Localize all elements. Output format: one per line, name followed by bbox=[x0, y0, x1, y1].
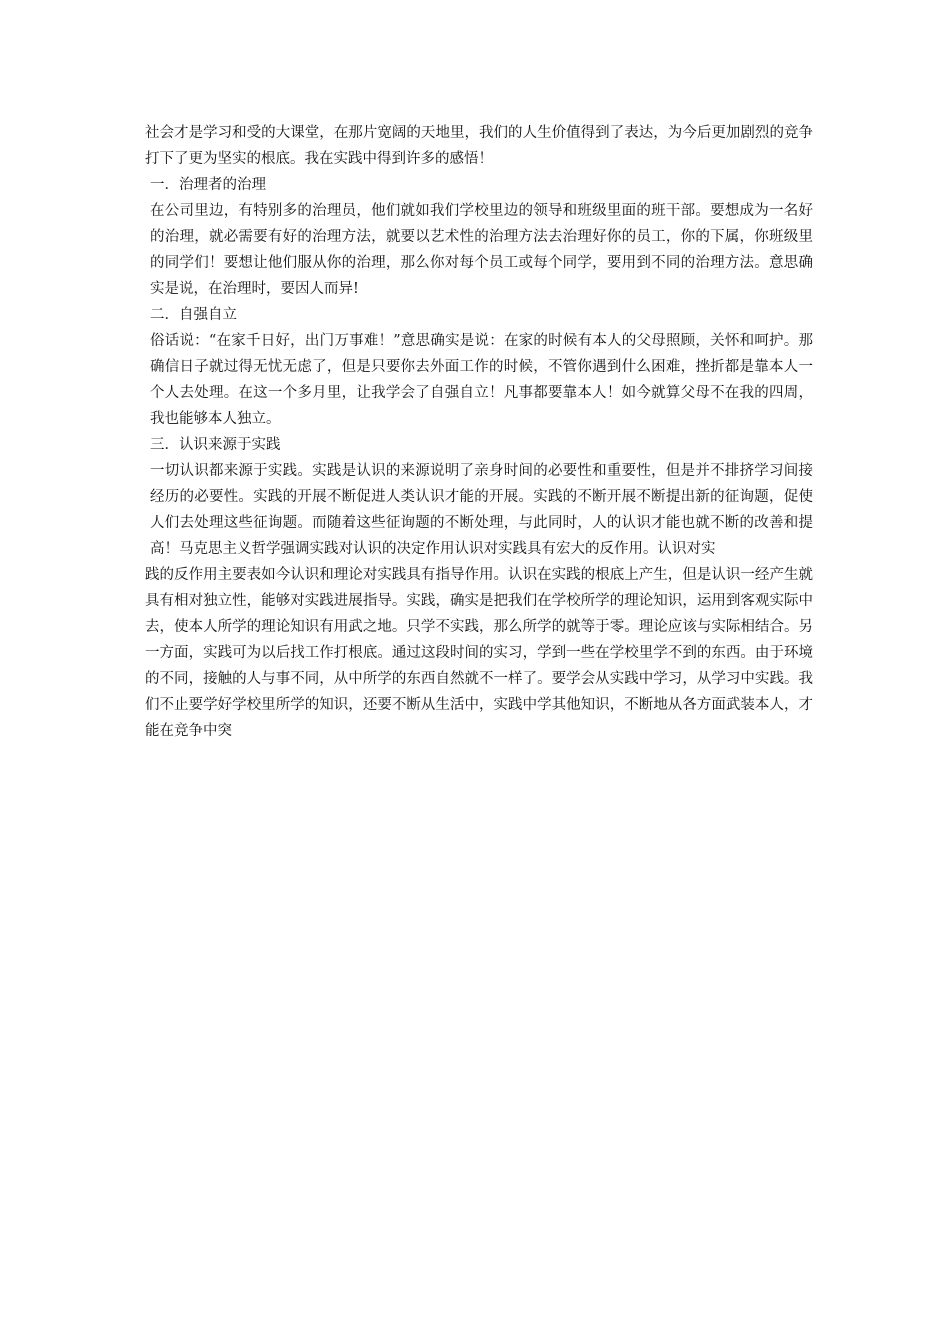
section-heading-1: 一．治理者的治理 bbox=[150, 177, 266, 193]
section-3-paragraph: 一切认识都来源于实践。实践是认识的来源说明了亲身时间的必要性和重要性，但是并不排挤学习间接经历的必要性。实践的开展不断促进人类认识才能的开展。实践的不断开展不断提出新的征询题，促使人们去处理这些征询题。而随着这些征询题的不断处理，与此同时，人的认识才能也就不断的改善和提高！马克思主义哲学强调实践对认识的决定作用认识对实践具有宏大的反作用。认识对实 bbox=[150, 463, 813, 557]
section-heading-3: 三．认识来源于实践 bbox=[150, 437, 281, 453]
document-body bbox=[145, 120, 813, 744]
section-2-paragraph: 俗话说：“在家千日好，出门万事难！”意思确实是说：在家的时候有本人的父母照顾，关怀和呵护。那确信日子就过得无忧无虑了，但是只要你去外面工作的时候，不管你遇到什么困难，挫折都是靠本人一个人去处理。在这一个多月里，让我学会了自强自立！凡事都要靠本人！如今就算父母不在我的四周，我也能够本人独立。 bbox=[150, 333, 813, 427]
section-1-paragraph: 在公司里边，有特别多的治理员，他们就如我们学校里边的领导和班级里面的班干部。要想成为一名好的治理，就必需要有好的治理方法，就要以艺术性的治理方法去治理好你的员工，你的下属，你班级里的同学们！要想让他们服从你的治理，那么你对每个员工或每个同学，要用到不同的治理方法。意思确实是说，在治理时，要因人而异! bbox=[150, 203, 813, 297]
intro-paragraph: 社会才是学习和受的大课堂，在那片宽阔的天地里，我们的人生价值得到了表达，为今后更加剧烈的竞争打下了更为坚实的根底。我在实践中得到许多的感悟！ bbox=[145, 125, 813, 167]
section-heading-2: 二．自强自立 bbox=[150, 307, 237, 323]
section-3-continuation-paragraph: 践的反作用主要表如今认识和理论对实践具有指导作用。认识在实践的根底上产生，但是认识一经产生就具有相对独立性，能够对实践进展指导。实践，确实是把我们在学校所学的理论知识，运用到客观实际中去，使本人所学的理论知识有用武之地。只学不实践，那么所学的就等于零。理论应该与实际相结合。另一方面，实践可为以后找工作打根底。通过这段时间的实习，学到一些在学校里学不到的东西。由于环境的不同，接触的人与事不同，从中所学的东西自然就不一样了。要学会从实践中学习，从学习中实践。我们不止要学好学校里所学的知识，还要不断从生活中，实践中学其他知识，不断地从各方面武装本人，才能在竞争中突 bbox=[145, 567, 813, 739]
